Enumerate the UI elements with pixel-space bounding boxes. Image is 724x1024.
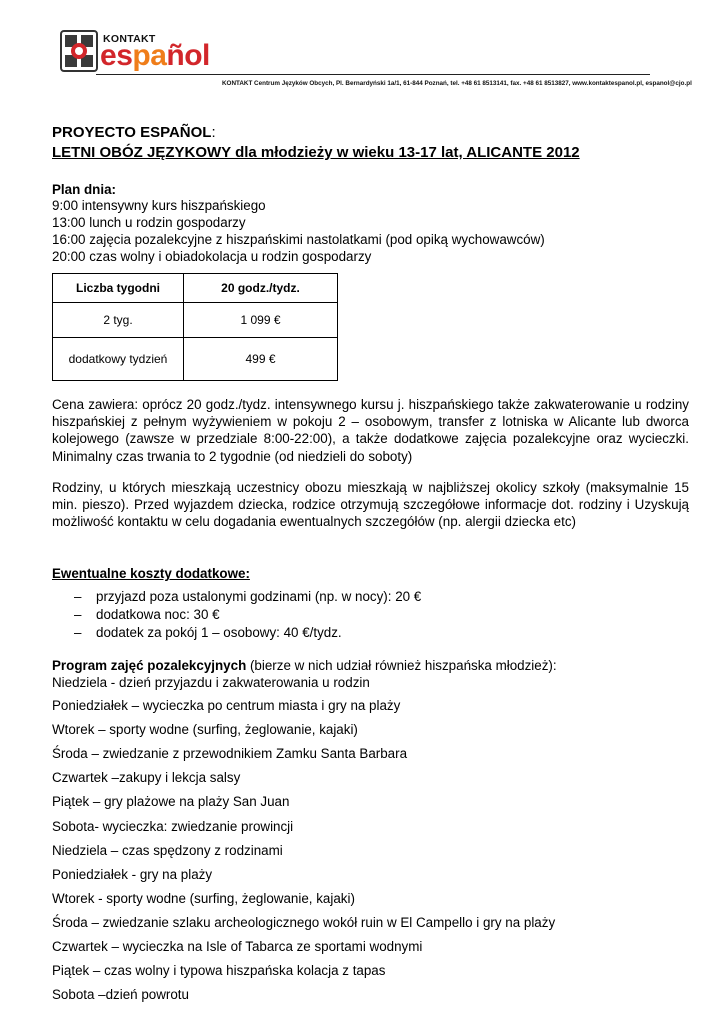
dash-bullet-icon: – [74, 589, 82, 604]
program-heading [52, 657, 557, 674]
program-day: Sobota- wycieczka: zwiedzanie prowincji [52, 819, 294, 834]
program-day: Wtorek - sporty wodne (surfing, żeglowanie, kajaki) [52, 891, 355, 906]
list-item [74, 588, 421, 605]
plan-heading: Plan dnia: [52, 182, 116, 197]
table-header-cell: Liczba tygodni [53, 274, 184, 303]
table-cell: 1 099 € [184, 303, 338, 338]
program-day: Środa – zwiedzanie szlaku archeologicznego wokół ruin w El Campello i gry na plaży [52, 915, 556, 930]
logo-espanol-text: español [100, 39, 210, 72]
plan-item: 13:00 lunch u rodzin gospodarzy [52, 215, 246, 230]
program-day: Poniedziałek - gry na plaży [52, 867, 213, 882]
program-day: Czwartek – wycieczka na Isle of Tabarca ze sportami wodnymi [52, 939, 423, 954]
program-day: Niedziela - dzień przyjazdu i zakwaterowania u rodzin [52, 675, 370, 690]
program-day: Piątek – czas wolny i typowa hiszpańska kolacja z tapas [52, 963, 386, 978]
host-families-paragraph: Rodziny, u których mieszkają uczestnicy obozu mieszkają w najbliższej okolicy szkoły (maksymalnie 15 min. pieszo). Przed wyjazdem dziecka, rodzice otrzymują szczegółowe informacje dot. rodziny i Uzyskują możliwość kontaktu w celu dogadania ewentualnych szczegółów (np. alergii dziecka etc) [52, 480, 689, 530]
plan-item: 9:00 intensywny kurs hiszpańskiego [52, 198, 266, 213]
table-row [53, 338, 338, 381]
table-cell: 2 tyg. [53, 303, 184, 338]
title-colon: : [211, 124, 216, 141]
table-header-cell: 20 godz./tydz. [184, 274, 338, 303]
logo-emblem-icon [60, 30, 98, 72]
logo-kontakt-text: KONTAKT [103, 33, 156, 45]
list-item-text: dodatek za pokój 1 – osobowy: 40 €/tydz. [96, 625, 342, 640]
extra-costs-heading: Ewentualne koszty dodatkowe: [52, 566, 250, 581]
program-heading-rest: (bierze w nich udział również hiszpańska młodzież): [246, 658, 557, 673]
document-subtitle: LETNI OBÓZ JĘZYKOWY dla młodzieży w wieku 13-17 lat, ALICANTE 2012 [52, 144, 580, 161]
program-day: Wtorek – sporty wodne (surfing, żeglowanie, kajaki) [52, 722, 358, 737]
plan-item: 16:00 zajęcia pozalekcyjne z hiszpańskimi nastolatkami (pod opiką wychowawców) [52, 232, 545, 247]
program-day: Środa – zwiedzanie z przewodnikiem Zamku Santa Barbara [52, 746, 408, 761]
table-header-row [53, 274, 338, 303]
list-item-text: dodatkowa noc: 30 € [96, 607, 220, 622]
program-day: Sobota –dzień powrotu [52, 987, 189, 1002]
dash-bullet-icon: – [74, 625, 82, 640]
dash-bullet-icon: – [74, 607, 82, 622]
table-cell: dodatkowy tydzień [53, 338, 184, 381]
table-cell: 499 € [184, 338, 338, 381]
table-row [53, 303, 338, 338]
plan-item: 20:00 czas wolny i obiadokolacja u rodzin gospodarzy [52, 249, 372, 264]
list-item [74, 624, 342, 641]
price-table [52, 273, 338, 381]
program-day: Piątek – gry plażowe na plaży San Juan [52, 794, 290, 809]
kontakt-espanol-logo [60, 30, 220, 76]
header-divider [96, 74, 650, 75]
list-item [74, 606, 220, 623]
program-day: Czwartek –zakupy i lekcja salsy [52, 770, 241, 785]
program-day: Poniedziałek – wycieczka po centrum miasta i gry na plaży [52, 698, 401, 713]
header-address: KONTAKT Centrum Języków Obcych, Pl. Bernardyński 1a/1, 61-844 Poznań, tel. +48 61 8513141, fax. +48 61 8513827, www.kontaktespanol.pl, espanol@cjo.pl [222, 80, 692, 87]
program-heading-bold: Program zajęć pozalekcyjnych [52, 658, 247, 673]
list-item-text: przyjazd poza ustalonymi godzinami (np. w nocy): 20 € [96, 589, 422, 604]
title-main: PROYECTO ESPAÑOL [52, 124, 212, 141]
price-includes-paragraph: Cena zawiera: oprócz 20 godz./tydz. intensywnego kursu j. hiszpańskiego także zakwaterowanie u rodziny hiszpańskiej z pełnym wyżywieniem w pokoju 2 – osobowym, transfer z lotniska w Alicante lub dworca kolejowego (zawsze w przedziale 8:00-22:00), a także dodatkowe zajęcia pozalekcyjne oraz wycieczki. Minimalny czas trwania to 2 tygodnie (od niedzieli do soboty) [52, 397, 689, 464]
document-title [52, 124, 216, 141]
program-day: Niedziela – czas spędzony z rodzinami [52, 843, 283, 858]
